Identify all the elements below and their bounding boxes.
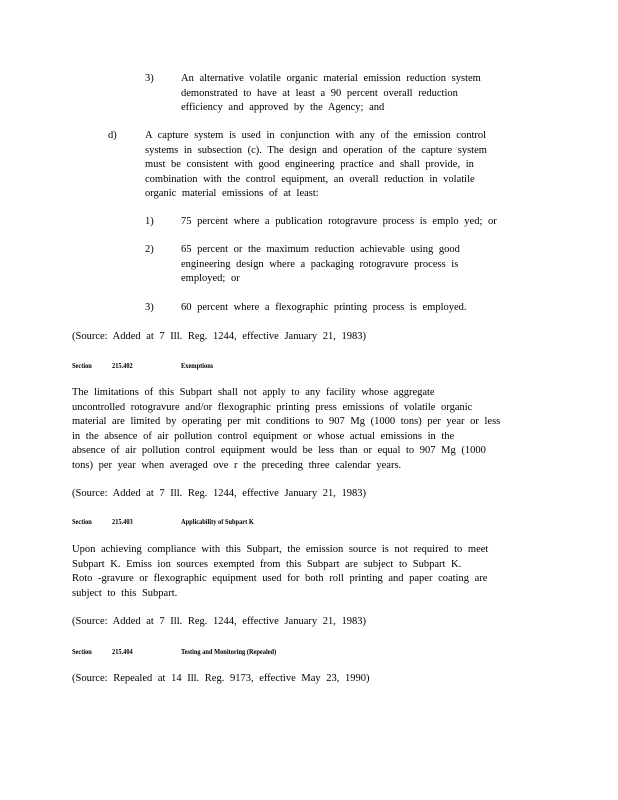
text-line: 75 percent where a publication rotogravure process is emplo yed; or bbox=[181, 216, 497, 227]
item-text bbox=[181, 72, 481, 116]
section-paragraph bbox=[72, 543, 488, 601]
text-line: demonstrated to have at least a 90 percent overall reduction bbox=[181, 87, 458, 99]
text-line: in the absence of air pollution control equipment or whose actual emissions in the bbox=[72, 430, 455, 442]
text-line: systems in subsection (c). The design and operation of the capture system bbox=[145, 144, 487, 156]
section-paragraph bbox=[72, 386, 500, 473]
text-line: tons) per year when averaged ove r the preceding three calendar years. bbox=[72, 459, 402, 471]
source-note: (Source: Added at 7 Ill. Reg. 1244, effective January 21, 1983) bbox=[72, 616, 366, 627]
source-note: (Source: Repealed at 14 Ill. Reg. 9173, effective May 23, 1990) bbox=[72, 673, 370, 684]
source-note: (Source: Added at 7 Ill. Reg. 1244, effective January 21, 1983) bbox=[72, 488, 366, 499]
item-text bbox=[145, 129, 487, 202]
item-letter: d) bbox=[108, 130, 117, 141]
text-line: organic material emissions of at least: bbox=[145, 188, 319, 199]
text-line: Roto -gravure or flexographic equipment used for both roll printing and paper coating are bbox=[72, 573, 488, 584]
subitem-text bbox=[181, 243, 460, 287]
section-title: Exemptions bbox=[181, 361, 214, 370]
subitem-number: 2) bbox=[145, 244, 154, 255]
section-number: 215.403 bbox=[112, 517, 133, 526]
subitem-text bbox=[181, 301, 467, 316]
section-number: 215.404 bbox=[112, 647, 133, 656]
text-line: engineering design where a packaging rotogravure process is bbox=[181, 258, 459, 270]
section-label: Section bbox=[72, 361, 92, 370]
text-line: must be consistent with good engineering practice and shall provide, in bbox=[145, 159, 474, 170]
source-note: (Source: Added at 7 Ill. Reg. 1244, effective January 21, 1983) bbox=[72, 331, 366, 342]
section-label: Section bbox=[72, 647, 92, 656]
text-line: A capture system is used in conjunction with any of the emission control bbox=[145, 130, 487, 141]
subitem-text bbox=[181, 215, 497, 230]
item-number: 3) bbox=[145, 73, 154, 84]
section-number: 215.402 bbox=[112, 361, 133, 370]
text-line: The limitations of this Subpart shall not apply to any facility whose aggregate bbox=[72, 387, 435, 398]
text-line: Subpart K. Emiss ion sources exempted from this Subpart are subject to Subpart K. bbox=[72, 558, 462, 570]
text-line: Upon achieving compliance with this Subpart, the emission source is not required to meet bbox=[72, 544, 489, 555]
subitem-number: 1) bbox=[145, 216, 154, 227]
text-line: 65 percent or the maximum reduction achievable using good bbox=[181, 244, 460, 255]
section-title: Applicability of Subpart K bbox=[181, 517, 254, 526]
section-title: Testing and Monitoring (Repealed) bbox=[181, 647, 277, 656]
subitem-number: 3) bbox=[145, 302, 154, 313]
text-line: 60 percent where a flexographic printing process is employed. bbox=[181, 302, 467, 313]
text-line: material are limited by operating per mit conditions to 907 Mg (1000 tons) per year or less bbox=[72, 416, 501, 427]
section-label: Section bbox=[72, 517, 92, 526]
text-line: uncontrolled rotogravure and/or flexographic printing press emissions of volatile organic bbox=[72, 401, 473, 413]
text-line: combination with the control equipment, an overall reduction in volatile bbox=[145, 173, 475, 185]
text-line: subject to this Subpart. bbox=[72, 587, 178, 599]
text-line: An alternative volatile organic material emission reduction system bbox=[181, 73, 481, 84]
text-line: absence of air pollution control equipment would be less than or equal to 907 Mg (1000 bbox=[72, 445, 486, 456]
text-line: efficiency and approved by the Agency; and bbox=[181, 102, 385, 113]
text-line: employed; or bbox=[181, 273, 240, 284]
